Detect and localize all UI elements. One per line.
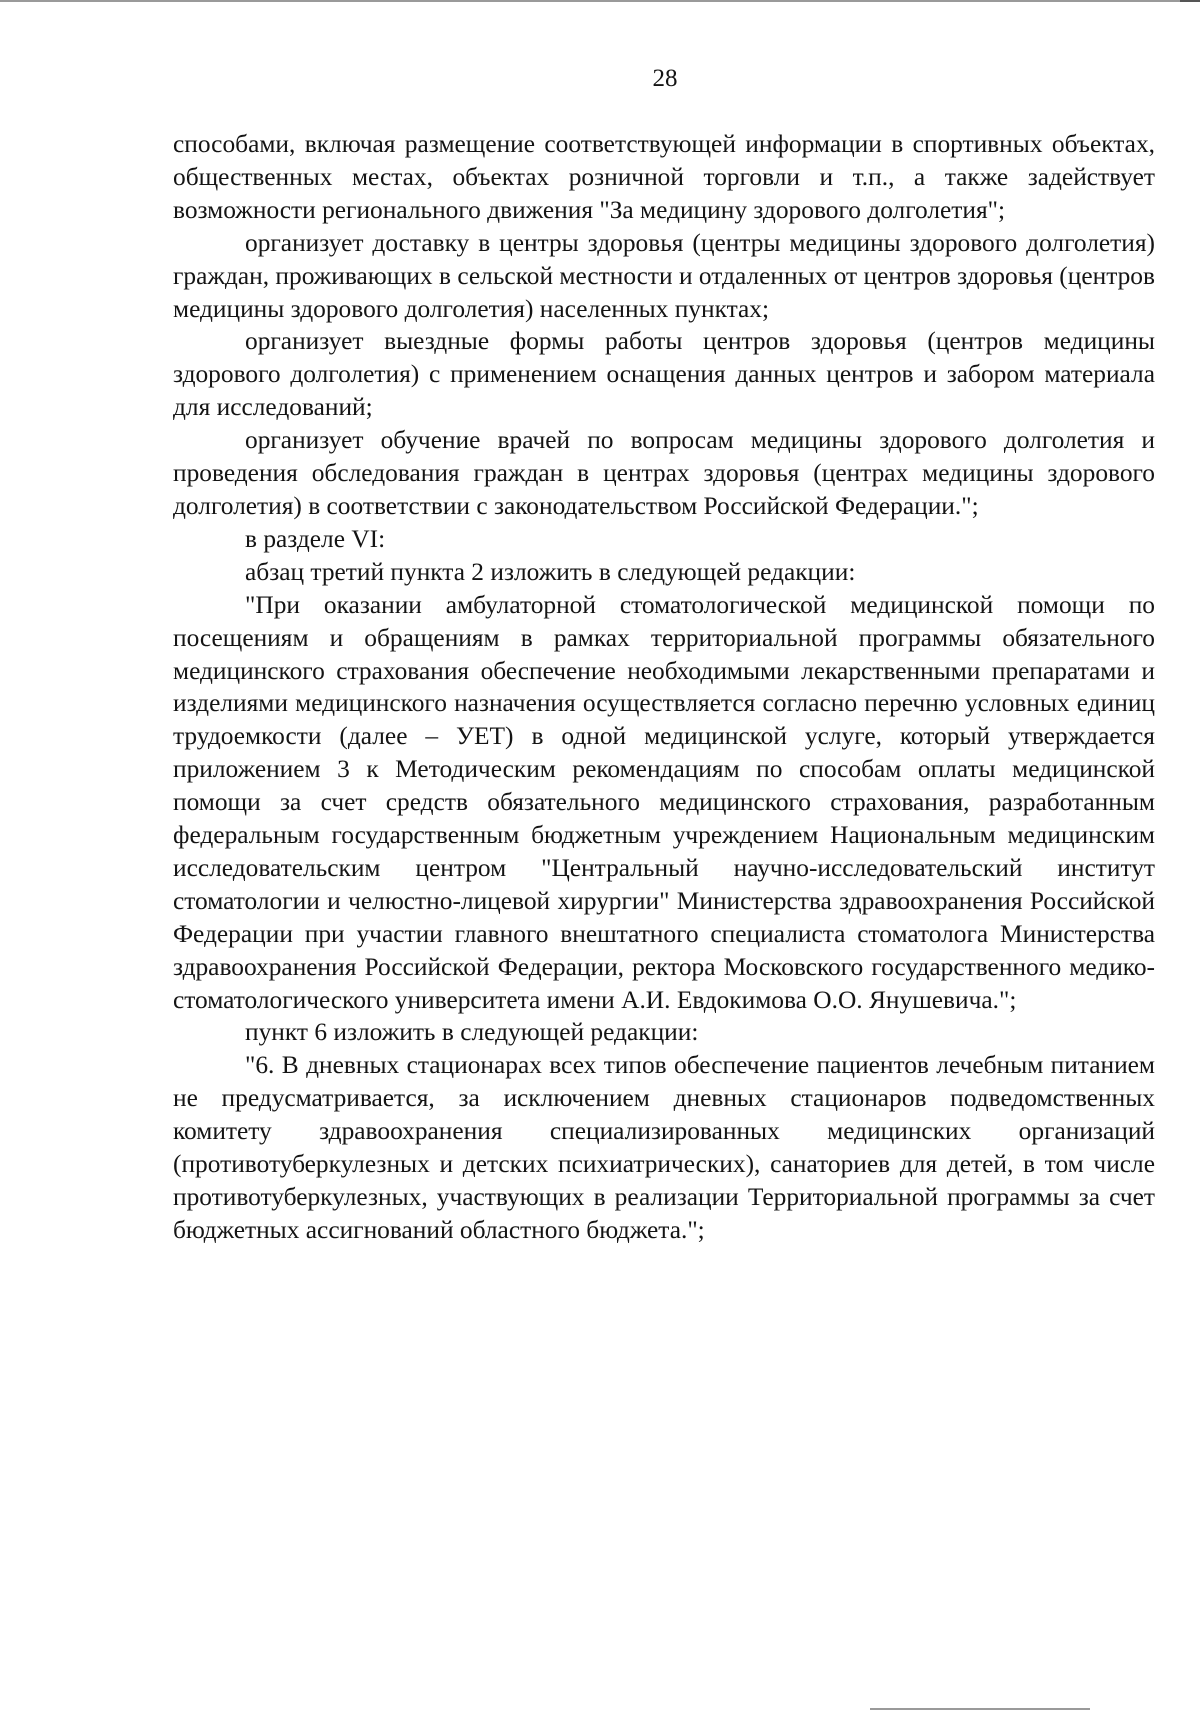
- page-number: 28: [652, 65, 678, 92]
- paragraph-dental-care: "При оказании амбулаторной стоматологической медицинской помощи по посещениям и обращениям в рамках территориальной программы обязательного медицинского страхования обеспечение необходимыми лекарственными препаратами и изделиями медицинского назначения осуществляется согласно перечню условных единиц трудоемкости (далее – УЕТ) в одной медицинской услуге, который утверждается приложением 3 к Методическим рекомендациям по способам оплаты медицинской помощи за счет средств обязательного медицинского страхования, разработанным федеральным государственным бюджетным учреждением Национальным медицинским исследовательским центром "Центральный научно-исследовательский институт стоматологии и челюстно-лицевой хирургии" Министерства здравоохранения Российской Федерации при участии главного внештатного специалиста стоматолога Министерства здравоохранения Российской Федерации, ректора Московского государственного медико-стоматологического университета имени А.И. Евдокимова О.О. Янушевича.";: [173, 590, 1155, 1014]
- paragraph-section-vi: в разделе VI:: [245, 524, 386, 553]
- paragraph-continuation: способами, включая размещение соответствующей информации в спортивных объектах, общественных местах, объектах розничной торговли и т.п., а также задействует возможности регионального движения "За медицину здорового долголетия";: [173, 130, 1155, 224]
- paragraph-day-hospitals: "6. В дневных стационарах всех типов обеспечение пациентов лечебным питанием не предусматривается, за исключением дневных стационаров подведомственных комитету здравоохранения специализированных медицинских организаций (противотуберкулезных и детских психиатрических), санаториев для детей, в том числе противотуберкулезных, участвующих в реализации Территориальной программы за счет бюджетных ассигнований областного бюджета.";: [173, 1051, 1155, 1244]
- scan-edge-top: [0, 0, 1200, 2]
- paragraph-training: организует обучение врачей по вопросам медицины здорового долголетия и проведения обследования граждан в центрах здоровья (центрах медицины здорового долголетия) в соответствии с законодательством Российской Федерации.";: [173, 426, 1155, 520]
- scan-edge-bottom: [870, 1708, 1090, 1710]
- document-body: [173, 128, 1155, 1247]
- paragraph-item-6-intro: пункт 6 изложить в следующей редакции:: [245, 1018, 699, 1047]
- paragraph-item-2-intro: абзац третий пункта 2 изложить в следующей редакции:: [245, 557, 856, 586]
- paragraph-mobile-forms: организует выездные формы работы центров здоровья (центров медицины здорового долголетия) с применением оснащения данных центров и забором материала для исследований;: [173, 327, 1155, 422]
- scan-edge-top-right: [1180, 0, 1200, 2]
- paragraph-delivery: организует доставку в центры здоровья (центры медицины здорового долголетия) граждан, проживающих в сельской местности и отдаленных от центров здоровья (центров медицины здорового долголетия) населенных пунктах;: [173, 228, 1155, 323]
